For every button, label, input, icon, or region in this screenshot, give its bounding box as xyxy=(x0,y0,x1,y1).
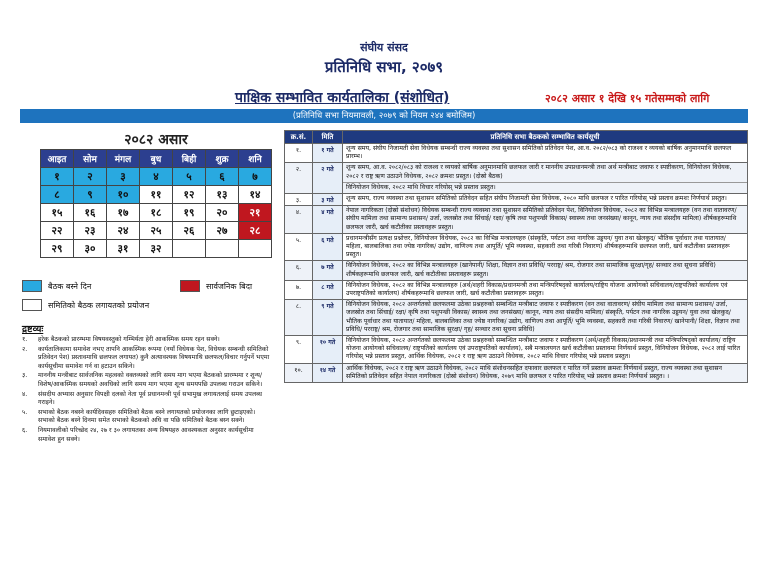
note-number: २. xyxy=(22,345,28,353)
row-serial: १. xyxy=(285,144,313,163)
note-item xyxy=(22,336,272,345)
row-agenda xyxy=(343,144,748,163)
row-date: १ गते xyxy=(313,144,343,163)
agenda-item: विनियोजन विधेयक, २०८२ माथि विचार गरियोस् भन्ने प्रस्ताव प्रस्तुत। xyxy=(346,183,496,191)
schedule-row xyxy=(285,194,748,206)
row-agenda xyxy=(343,194,748,206)
row-date: ६ गते xyxy=(313,233,343,261)
row-serial: ३. xyxy=(285,194,313,206)
note-item xyxy=(22,409,272,426)
agenda-item: शून्य समय, संघीय निजामती सेवा विधेयक सम्बन्धी राज्य व्यवस्था तथा सुशासन समितिको प्रतिवेदन पेश, आ.व. २०८२/०८३ को राजश्व र व्ययको बार्षिक अनुमानमाथि छलफल प्रारम्भ। xyxy=(346,145,732,161)
note-number: ६. xyxy=(22,426,28,434)
row-agenda xyxy=(343,363,748,382)
calendar-day: ३२ xyxy=(140,240,173,258)
note-text: नियमावलीको परिच्छेद २४, २७ र ३० लगायतका अन्य विषयहरु आवश्यकता अनुसार कार्यसूचीमा समावेश हुन सक्ने। xyxy=(38,426,254,443)
legend-meeting xyxy=(22,280,91,292)
day-header: शनि xyxy=(239,150,272,168)
row-serial: ८. xyxy=(285,300,313,336)
notes-list xyxy=(22,336,272,445)
page-title: पाक्षिक सम्भावित कार्यतालिका (संशोधित) xyxy=(235,90,450,106)
calendar-day: ९ xyxy=(74,186,107,204)
calendar-day: २० xyxy=(206,204,239,222)
row-date: १० गते xyxy=(313,336,343,364)
note-number: ५. xyxy=(22,408,28,416)
schedule-row xyxy=(285,300,748,336)
row-date: १४ गते xyxy=(313,363,343,382)
schedule-table xyxy=(284,130,748,383)
calendar-day: २१ xyxy=(239,204,272,222)
note-item xyxy=(22,346,272,372)
note-number: १. xyxy=(22,336,28,343)
row-date: ८ गते xyxy=(313,280,343,299)
parliament-name: संघीय संसद xyxy=(360,41,408,54)
calendar-day: १८ xyxy=(140,204,173,222)
calendar-day: १७ xyxy=(107,204,140,222)
agenda-item: विनियोजन विधेयक, २०८२ अन्तर्गतको छलफलमा उठेका प्रश्नहरुको सम्बन्धित मन्त्रीबाट जवाफ र स्पष्टीकरण (वन तथा वातावरण/ संघीय मामिला तथा सामान्य प्रशासन/ उर्जा, जलस्रोत तथा सिंचाई/ रक्षा/ कृषि तथा पशुपन्छी विकास/ स्वास्थ्य तथा जनसंख्या/ कानून, न्याय तथा संसदीय मामिला/ संस्कृति, पर्यटन तथा नागरिक उड्डयन/ युवा तथा खेलकुद/भौतिक पूर्वाधार तथा यातायात/ महिला, बालबालिका तथा ज्येष्ठ नागरिक/ उद्योग, वाणिज्य तथा आपूर्ति/ भूमि व्यवस्था, सहकारी तथा गरिबी निवारण/ खानेपानी/ शिक्षा, विज्ञान तथा प्रविधि/ परराष्ट्र/ श्रम, रोजगार तथा सामाजिक सुरक्षा/ गृह/ सञ्चार तथा सूचना प्रविधि) xyxy=(346,301,740,333)
day-header: सोम xyxy=(74,150,107,168)
schedule-row xyxy=(285,233,748,261)
calendar-day: १६ xyxy=(74,204,107,222)
agenda-item: विनियोजन विधेयक, २०८२ अन्तर्गतको छलफलमा उठेका प्रश्नहरुको सम्बन्धित मन्त्रीबाट जवाफ र स्पष्टीकरण (अर्थ/शहरी विकास/प्रधानमन्त्री तथा मन्त्रिपरिषद्को कार्यालय/ राष्ट्रिय योजना आयोगको सचिवालय/ राष्ट्रपतिको कार्यालय एवं उपराष्ट्रपतिको कार्यालय), सबै मन्त्रालयगत खर्च कटौतीका प्रस्तावमा निर्णयार्थ प्रस्तुत, विनियोजन विधेयक, २०८२ लाई पारित गरियोस् भन्ने प्रस्ताव प्रस्तुत, आर्थिक विधेयक, २०८२ र राष्ट्र ऋण उठाउने विधेयक, २०८२ माथि विचार गरियोस् भन्ने प्रस्ताव प्रस्तुत। xyxy=(346,337,740,361)
calendar-day: ८ xyxy=(41,186,74,204)
calendar-day: २ xyxy=(74,168,107,186)
agenda-item: नेपाल नागरिकता (दोस्रो संशोधन) विधेयक सम्बन्धी राज्य व्यवस्था तथा सुशासन समितिको प्रतिवेदन पेश, विनियोजन विधेयक, २०८२ का विभिन्न मन्त्रालयहरु (वन तथा वातावरण/ संघीय मामिला तथा सामान्य प्रशासन/ उर्जा, जलस्रोत तथा सिंचाई/ रक्षा/ कृषि तथा पशुपन्छी विकास/ स्वास्थ्य तथा जनसंख्या/ कानून, न्याय तथा संसदीय मामिला) शीर्षकहरूमाथि छलफल जारी, खर्च कटौतीका प्रस्तावहरू प्रस्तुत। xyxy=(346,207,737,231)
row-date: २ गते xyxy=(313,163,343,194)
legend-label: समितिको बैठक लगायतको प्रयोजन xyxy=(48,300,150,310)
calendar-header-row xyxy=(41,150,272,168)
note-text: कार्यतालिकामा समावेश नभए तापनि आकस्मिक रूपमा (नयाँ विधेयक पेश, विधेयक सम्बन्धी समितिको प्रतिवेदन पेश) प्रस्तावमाथि छलफल लगायत) कुनै अत्यावश्यक विषयमाथि छलफल/विचार गर्नुपर्ने भएमा कार्यसूचीमा समावेश गर्न वा हटाउन सकिने। xyxy=(38,345,270,370)
calendar-day: २८ xyxy=(239,222,272,240)
schedule-row xyxy=(285,261,748,280)
calendar-day: ५ xyxy=(173,168,206,186)
calendar-day: २५ xyxy=(140,222,173,240)
row-date: ९ गते xyxy=(313,300,343,336)
calendar-day: १४ xyxy=(239,186,272,204)
schedule-row xyxy=(285,144,748,163)
calendar-day: १९ xyxy=(173,204,206,222)
calendar-day: २४ xyxy=(107,222,140,240)
rule-bar: (प्रतिनिधि सभा नियमावली, २०७९ को नियम २४४ बमोजिम) xyxy=(20,109,748,123)
calendar-day xyxy=(173,240,206,258)
agenda-item: विनियोजन विधेयक, २०८२ का विभिन्न मन्त्रालयहरु (खानेपानी/ शिक्षा, विज्ञान तथा प्रविधि/ परराष्ट्र/ श्रम, रोजगार तथा सामाजिक सुरक्षा/गृह/ सञ्चार तथा सूचना प्रविधि) शीर्षकहरूमाथि छलफल जारी, खर्च कटौतीका प्रस्तावहरू प्रस्तुत। xyxy=(346,262,716,278)
calendar-day xyxy=(239,240,272,258)
calendar-day: ३० xyxy=(74,240,107,258)
day-header: शुक्र xyxy=(206,150,239,168)
calendar-day: ११ xyxy=(140,186,173,204)
calendar-day: २९ xyxy=(41,240,74,258)
agenda-item: शून्य समय, राज्य व्यवस्था तथा सुशासन समितिको प्रतिवेदन सहित संघीय निजामती सेवा विधेयक, २०८० माथि छलफल र पारित गरियोस् भन्ने प्रस्ताव क्रमशः निर्णयार्थ प्रस्तुत। xyxy=(346,195,727,203)
row-date: ४ गते xyxy=(313,206,343,234)
note-text: माननीय मन्त्रीबाट सार्वजनिक महत्वको वक्तव्यको लागि समय माग भएमा बैठकको प्रारम्भमा र शून्य/विशेष/आकस्मिक समयको अवधिको लागि समय माग भएमा शून्य समयपछि उपलब्ध गराउन सकिने। xyxy=(38,372,263,388)
row-serial: १०. xyxy=(285,363,313,382)
row-serial: २. xyxy=(285,163,313,194)
agenda-item: प्रधानमन्त्रीसँग प्रत्यक्ष प्रश्नोत्तर, विनियोजन विधेयक, २०८२ का विभिन्न मन्त्रालयहरु (संस्कृति, पर्यटन तथा नागरिक उड्डयन/ युवा तथा खेलकुद/ भौतिक पूर्वाधार तथा यातायात/ महिला, बालबालिका तथा ज्येष्ठ नागरिक/ उद्योग, वाणिज्य तथा आपूर्ति/ भूमि व्यवस्था, सहकारी तथा गरिबी निवारण) शीर्षकहरूमाथि छलफल जारी, खर्च कटौतीका प्रस्तावहरू प्रस्तुत। xyxy=(346,234,730,259)
calendar-week xyxy=(41,222,272,240)
note-text: हरेक बैठकको प्रारम्भमा विषयवस्तुको गम्भिर्यता हेरी आकस्मिक समय रहन सक्ने। xyxy=(38,336,220,343)
row-agenda xyxy=(343,163,748,194)
calendar-day: २२ xyxy=(41,222,74,240)
calendar-day: १३ xyxy=(206,186,239,204)
agenda-item: विनियोजन विधेयक, २०८२ का विभिन्न मन्त्रालयहरु (अर्थ/शहरी विकास/प्रधानमन्त्री तथा मन्त्रिपरिषद्को कार्यालय/राष्ट्रिय योजना आयोगको सचिवालय/राष्ट्रपतिको कार्यालय एवं उपराष्ट्रपतिको कार्यालय) शीर्षकहरूमाथि छलफल जारी, खर्च कटौतीका प्रस्तावहरू प्रस्तुत। xyxy=(346,281,728,298)
legend-label: बैठक बस्ने दिन xyxy=(48,281,92,291)
calendar-week xyxy=(41,168,272,186)
row-agenda xyxy=(343,233,748,261)
calendar-day: ७ xyxy=(239,168,272,186)
schedule-row xyxy=(285,206,748,234)
calendar-table xyxy=(40,149,272,258)
schedule-row xyxy=(285,363,748,382)
note-text: संसदीय अभ्यास अनुसार विपक्षी दलको नेता पूर्व प्रधानमन्त्री पूर्व सभामुख लगायतलाई समय उपलब्ध गराइने। xyxy=(38,390,262,407)
calendar-day: ६ xyxy=(206,168,239,186)
schedule-header-row xyxy=(285,131,748,144)
note-text: सभाको बैठक नबस्ने कार्यदिवसहरु समितिको बैठक बस्ने लगायतको प्रयोजनका लागि छुटाइएको। सभाको बैठक बस्ने दिनमा समेत सभाको बैठकको अघि वा पछि समितिको बैठक बस्न सक्ने। xyxy=(38,408,256,425)
row-agenda xyxy=(343,261,748,280)
calendar-day: ३१ xyxy=(107,240,140,258)
note-number: ३. xyxy=(22,372,28,380)
calendar-day: २७ xyxy=(206,222,239,240)
row-serial: ४. xyxy=(285,206,313,234)
schedule-row xyxy=(285,280,748,299)
calendar-day: १० xyxy=(107,186,140,204)
row-serial: ७. xyxy=(285,280,313,299)
notes-heading: द्रष्टव्यः xyxy=(22,324,44,335)
row-agenda xyxy=(343,280,748,299)
legend-holiday xyxy=(180,280,252,292)
calendar-day: १५ xyxy=(41,204,74,222)
date-range: २०८२ असार १ देखि १५ गतेसम्मको लागि xyxy=(545,92,710,105)
schedule-row xyxy=(285,336,748,364)
note-number: ४. xyxy=(22,390,28,398)
calendar-day: ४ xyxy=(140,168,173,186)
col-header-agenda: प्रतिनिधि सभा बैठकको सम्भावित कार्यसूची xyxy=(343,131,748,144)
day-header: बुध xyxy=(140,150,173,168)
row-serial: ५. xyxy=(285,233,313,261)
row-agenda xyxy=(343,206,748,234)
legend-label: सार्वजनिक बिदा xyxy=(206,281,253,291)
calendar-day: २६ xyxy=(173,222,206,240)
row-agenda xyxy=(343,336,748,364)
schedule-row xyxy=(285,163,748,194)
col-header-serial: क्र.सं. xyxy=(285,131,313,144)
day-header: मंगल xyxy=(107,150,140,168)
calendar-day: ३ xyxy=(107,168,140,186)
row-date: ३ गते xyxy=(313,194,343,206)
col-header-date: मिति xyxy=(313,131,343,144)
calendar-day: १२ xyxy=(173,186,206,204)
calendar-day: १ xyxy=(41,168,74,186)
note-item xyxy=(22,427,272,444)
calendar-day: २३ xyxy=(74,222,107,240)
agenda-item: शून्य समय, आ.व. २०८२/०८३ को राजश्व र व्ययको बार्षिक अनुमानमाथि छलफल जारी र माननीय उपप्रधानमन्त्री तथा अर्थ मन्त्रीबाट जवाफ र स्पष्टीकरण, विनियोजन विधेयक, २०८२ र राष्ट्र ऋण उठाउने विधेयक, २०८२ क्रमशः प्रस्तुत। (दोस्रो बैठक) xyxy=(343,163,747,182)
house-name: प्रतिनिधि सभा, २०७९ xyxy=(324,58,444,76)
note-item xyxy=(22,372,272,389)
note-item xyxy=(22,391,272,408)
legend-swatch-meeting xyxy=(22,280,42,292)
legend-swatch-committee xyxy=(22,299,42,311)
legend-swatch-holiday xyxy=(180,280,200,292)
day-header: आइत xyxy=(41,150,74,168)
row-agenda xyxy=(343,300,748,336)
calendar-week xyxy=(41,186,272,204)
row-date: ७ गते xyxy=(313,261,343,280)
row-serial: ६. xyxy=(285,261,313,280)
row-serial: ९. xyxy=(285,336,313,364)
calendar-title: २०८२ असार xyxy=(124,132,188,148)
day-header: बिही xyxy=(173,150,206,168)
calendar-week xyxy=(41,204,272,222)
legend-committee xyxy=(22,299,149,311)
calendar-day xyxy=(206,240,239,258)
calendar-week xyxy=(41,240,272,258)
agenda-item: आर्थिक विधेयक, २०८२ र राष्ट्र ऋण उठाउने विधेयक, २०८२ माथि संशोधनसहित दफावार छलफल र पारित गर्ने प्रस्ताव क्रमशः निर्णयार्थ प्रस्तुत, राज्य व्यवस्था तथा सुशासन समितिको प्रतिवेदन सहित नेपाल नागरिकता (दोस्रो संशोधन) विधेयक, २०७९ माथि छलफल र पारित गरियोस् भन्ने प्रस्ताव क्रमशः निर्णयार्थ प्रस्तुत। । xyxy=(346,364,722,380)
